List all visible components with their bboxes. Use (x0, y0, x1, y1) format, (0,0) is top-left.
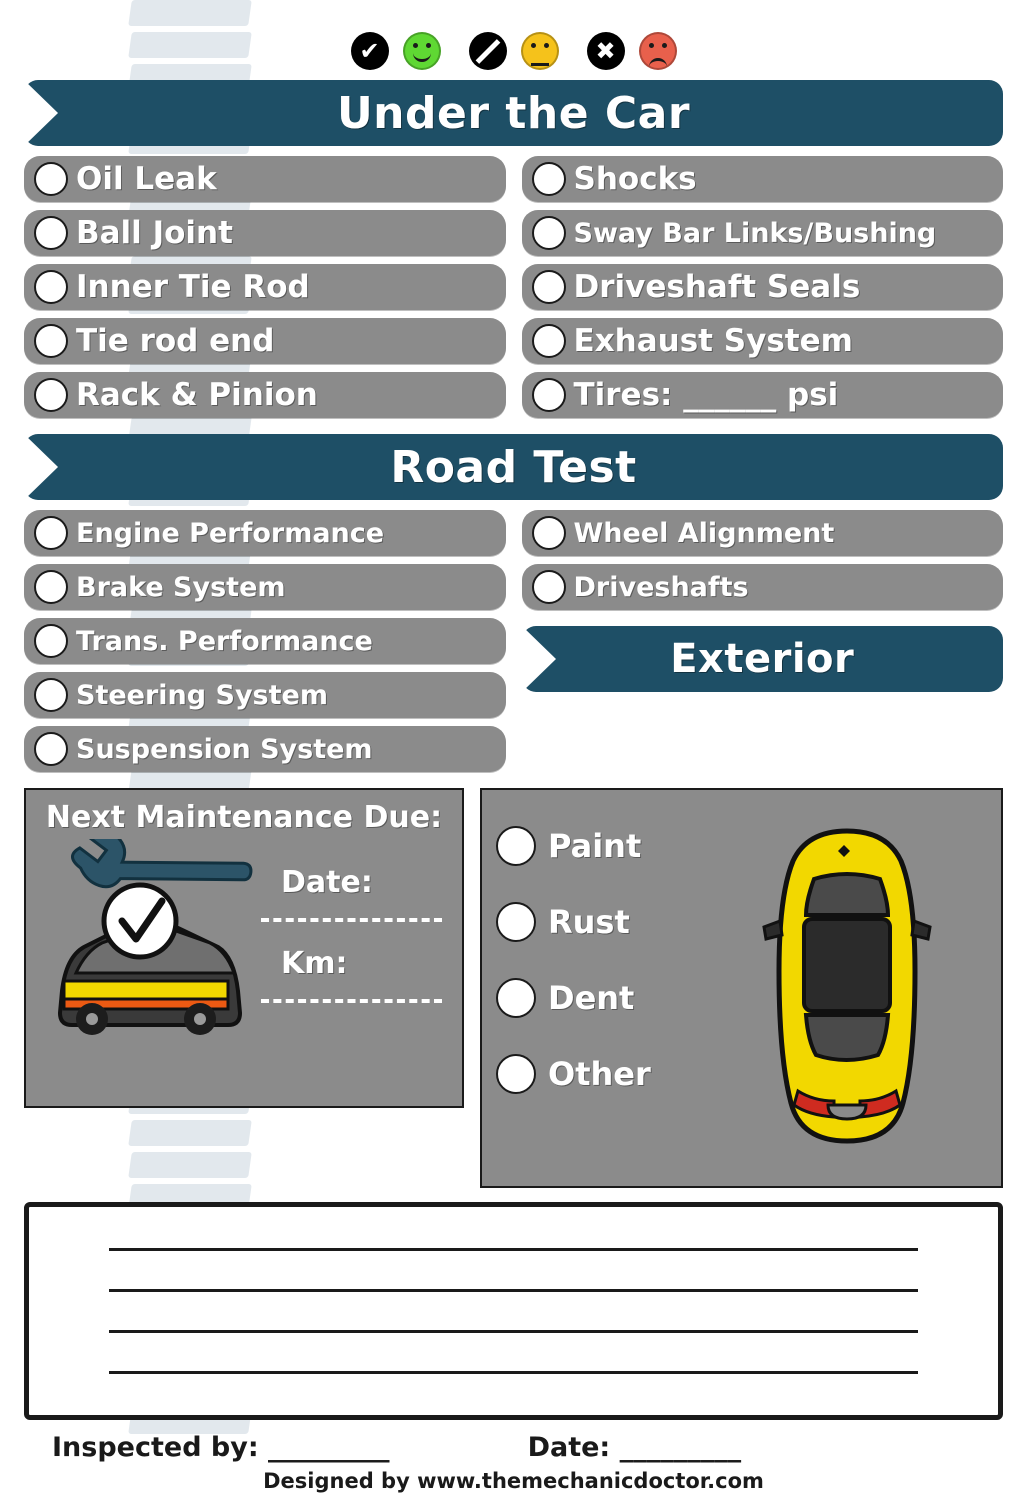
date-field[interactable]: Date: _________ (527, 1432, 742, 1463)
designer-credit: Designed by www.themechanicdoctor.com (263, 1469, 764, 1493)
checklist-item-label: Shocks (573, 161, 697, 197)
checkbox-circle-icon[interactable] (34, 570, 68, 604)
checkbox-circle-icon[interactable] (496, 826, 536, 866)
checklist-item-label: Wheel Alignment (573, 517, 835, 549)
under-the-car-title-text: Under the Car (336, 87, 691, 139)
lower-panels (24, 788, 1003, 1188)
section-title-under-the-car (24, 80, 1003, 146)
checkbox-circle-icon[interactable] (34, 732, 68, 766)
checkbox-circle-icon[interactable] (34, 624, 68, 658)
checkbox-circle-icon[interactable] (496, 1054, 536, 1094)
checklist-item-label: Sway Bar Links/Bushing (573, 217, 937, 249)
exterior-illustration (706, 806, 987, 1170)
checklist-item-ball-joint[interactable] (24, 210, 506, 256)
footer-fields (24, 1432, 1003, 1463)
checklist-item-label: Rack & Pinion (76, 377, 318, 413)
checklist-item-paint[interactable] (496, 826, 706, 866)
maintenance-date-field[interactable] (261, 918, 442, 922)
checklist-item-label: Rust (548, 903, 630, 941)
checklist-item-brake-system[interactable] (24, 564, 506, 610)
legend-bad (587, 32, 677, 70)
checkbox-circle-icon[interactable] (532, 162, 566, 196)
checkbox-circle-icon[interactable] (496, 902, 536, 942)
checkbox-circle-icon[interactable] (34, 378, 68, 412)
neutral-face-icon (521, 32, 559, 70)
checkbox-circle-icon[interactable] (532, 270, 566, 304)
checklist-item-trans-performance[interactable] (24, 618, 506, 664)
checklist-item-suspension-system[interactable] (24, 726, 506, 772)
next-maintenance-panel (24, 788, 464, 1108)
checklist-item-label: Driveshaft Seals (573, 269, 861, 305)
checklist-item-shocks[interactable] (522, 156, 1004, 202)
checkbox-circle-icon[interactable] (34, 270, 68, 304)
notes-line[interactable] (109, 1330, 918, 1333)
notes-line[interactable] (109, 1289, 918, 1292)
checklist-item-label: Oil Leak (76, 161, 217, 197)
under-the-car-checklist (24, 156, 1003, 426)
maintenance-km-label: Km: (281, 946, 348, 981)
checklist-item-wheel-alignment[interactable] (522, 510, 1004, 556)
checklist-item-label: Dent (548, 979, 635, 1017)
checkbox-circle-icon[interactable] (532, 216, 566, 250)
notes-line[interactable] (109, 1248, 918, 1251)
checklist-item-rack-and-pinion[interactable] (24, 372, 506, 418)
checklist-item-label: Engine Performance (76, 517, 385, 549)
checklist-item-label: Paint (548, 827, 642, 865)
status-legend (24, 0, 1003, 80)
checklist-item-other[interactable] (496, 1054, 706, 1094)
check-symbol-icon: ✔ (351, 32, 389, 70)
checkbox-circle-icon[interactable] (532, 516, 566, 550)
checkbox-circle-icon[interactable] (532, 324, 566, 358)
slash-symbol-icon (469, 32, 507, 70)
maintenance-illustration (40, 839, 255, 1063)
under-the-car-right-column (522, 156, 1004, 426)
checklist-item-steering-system[interactable] (24, 672, 506, 718)
road-test-left-column (24, 510, 506, 780)
maintenance-date-label: Date: (281, 865, 373, 900)
checklist-item-label: Trans. Performance (76, 625, 373, 657)
checklist-item-driveshaft-seals[interactable] (522, 264, 1004, 310)
checklist-item-tires-psi[interactable] (522, 372, 1004, 418)
exterior-title-text: Exterior (670, 636, 855, 682)
checkbox-circle-icon[interactable] (34, 678, 68, 712)
checklist-item-label: Suspension System (76, 733, 373, 765)
checklist-item-label: Tires: ______ psi (573, 377, 839, 413)
exterior-checklist (496, 806, 706, 1170)
checkbox-circle-icon[interactable] (532, 570, 566, 604)
checklist-item-label: Brake System (76, 571, 286, 603)
road-test-checklist (24, 510, 1003, 780)
checklist-item-label: Steering System (76, 679, 328, 711)
checklist-item-engine-performance[interactable] (24, 510, 506, 556)
checkbox-circle-icon[interactable] (34, 324, 68, 358)
checklist-item-oil-leak[interactable] (24, 156, 506, 202)
car-wrench-check-icon (40, 839, 255, 1059)
legend-good (351, 32, 441, 70)
sad-face-icon (639, 32, 677, 70)
checklist-item-exhaust-system[interactable] (522, 318, 1004, 364)
maintenance-km-field[interactable] (261, 999, 442, 1003)
checklist-item-sway-bar-links-bushing[interactable] (522, 210, 1004, 256)
checklist-item-rust[interactable] (496, 902, 706, 942)
checklist-item-driveshafts[interactable] (522, 564, 1004, 610)
happy-face-icon (403, 32, 441, 70)
checklist-item-inner-tie-rod[interactable] (24, 264, 506, 310)
car-top-view-icon (752, 823, 942, 1153)
notes-line[interactable] (109, 1371, 918, 1374)
checklist-item-label: Tie rod end (76, 323, 275, 359)
checkbox-circle-icon[interactable] (34, 162, 68, 196)
next-maintenance-title: Next Maintenance Due: (45, 800, 443, 835)
checklist-item-dent[interactable] (496, 978, 706, 1018)
checklist-item-label: Ball Joint (76, 215, 233, 251)
section-title-road-test (24, 434, 1003, 500)
checklist-item-label: Inner Tie Rod (76, 269, 310, 305)
road-test-title-text: Road Test (390, 441, 637, 493)
cross-symbol-icon: ✖ (587, 32, 625, 70)
road-test-right-column (522, 510, 1004, 780)
checklist-item-tie-rod-end[interactable] (24, 318, 506, 364)
checkbox-circle-icon[interactable] (34, 216, 68, 250)
legend-caution (469, 32, 559, 70)
section-title-exterior (522, 626, 1004, 692)
checkbox-circle-icon[interactable] (496, 978, 536, 1018)
checkbox-circle-icon[interactable] (34, 516, 68, 550)
under-the-car-left-column (24, 156, 506, 426)
checklist-item-label: Other (548, 1055, 651, 1093)
checklist-item-label: Driveshafts (573, 571, 749, 603)
checklist-item-label: Exhaust System (573, 323, 853, 359)
inspected-by-field[interactable]: Inspected by: _________ (52, 1432, 390, 1463)
checkbox-circle-icon[interactable] (532, 378, 566, 412)
notes-box[interactable] (24, 1202, 1003, 1420)
exterior-panel (480, 788, 1003, 1188)
